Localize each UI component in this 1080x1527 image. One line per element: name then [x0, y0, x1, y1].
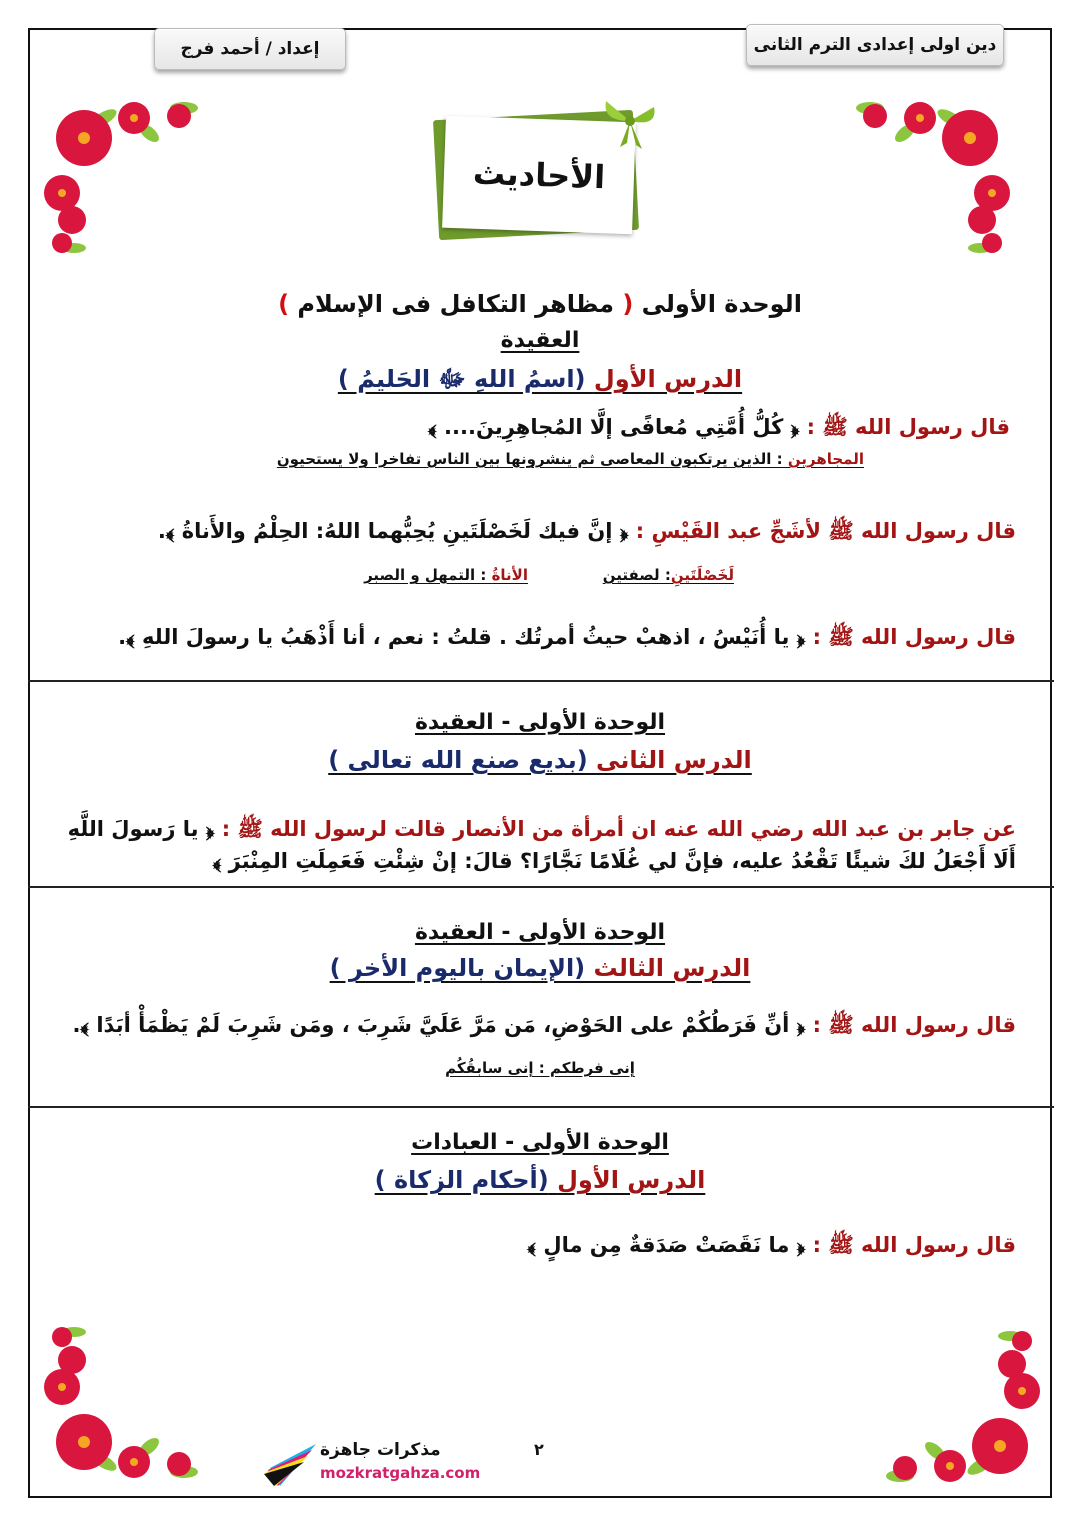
sub-title-row	[28, 920, 1052, 945]
gloss-meaning: : لصفتين	[602, 566, 671, 584]
lesson-heading	[28, 364, 1052, 399]
logo-book-icon	[262, 1442, 318, 1488]
gloss	[603, 566, 734, 584]
hadith-intro: قال رسول الله ﷺ :	[806, 415, 1010, 439]
hadith-text: ﴿ يا أُنَيْسُ ، اذهبْ حيثُ أمرتُك . قلتُ : نعم ، أنا أَذْهَبُ يا رسولَ اللهِ ﴾.	[118, 625, 806, 649]
page-title: الأحاديث	[442, 116, 636, 235]
gloss-meaning: : الذين يرتكبون المعاصى ثم ينشرونها بين الناس تفاخرا ولا يستحيون	[276, 450, 788, 468]
flower-corner-icon	[880, 1326, 1050, 1496]
course-label: دين اولى إعدادى الترم الثانى	[746, 24, 1004, 66]
flower-corner-icon	[850, 88, 1020, 258]
sub-title-row	[28, 710, 1052, 735]
hadith-text: ﴿ أنِّ فَرَطُكُمْ على الحَوْضِ، مَن مَرَّ عَلَيَّ شَرِبَ ، ومَن شَرِبَ لَمْ يَظْمَأْ أبَدًا ﴾.	[72, 1013, 806, 1037]
logo-text-arabic: مذكرات جاهزة	[320, 1440, 441, 1460]
lesson-label: الدرس الثالث	[593, 954, 751, 982]
lesson-label: الدرس الأول	[593, 365, 743, 393]
unit-paren-close: )	[278, 290, 290, 318]
gloss-row	[28, 1058, 1052, 1077]
page-number: ٢	[534, 1440, 544, 1459]
gloss	[364, 566, 528, 584]
hadith-intro: قال رسول الله ﷺ :	[812, 1233, 1016, 1257]
gloss	[277, 450, 864, 468]
lesson-label: الدرس الأول	[557, 1166, 706, 1194]
hadith-text: ﴿ يا رَسولَ اللَّهِ أَلَا أَجْعَلُ لكَ شيئًا تَقْعُدُ عليه، فإنَّ لي غُلَامًا نَجَّارًا؟ قالَ: إنْ شِئْتِ فَعَمِلَتِ المِنْبَرَ ﴾	[67, 817, 1016, 873]
lesson-label: الدرس الثانى	[596, 746, 752, 774]
sub-title-row	[28, 1130, 1052, 1155]
gloss-term: المجاهرين	[787, 450, 864, 468]
hadith-text: ﴿ إنَّ فيك لَخَصْلَتَينِ يُحِبُّهما اللهُ: الحِلْمُ والأَناةُ ﴾.	[157, 519, 629, 543]
lesson-name: (اسمُ اللهِ ﷻ الحَليمُ )	[337, 365, 586, 393]
lesson-heading	[28, 746, 1052, 774]
lesson-name: (أحكام الزكاة )	[374, 1166, 549, 1194]
lesson-name: (الإيمان باليوم الأخر )	[329, 954, 594, 982]
section-divider	[28, 680, 1054, 682]
hadith-intro: عن جابر بن عبد الله رضي الله عنه ان أمرأة من الأنصار قالت لرسول الله ﷺ :	[221, 817, 1016, 841]
section-divider	[28, 886, 1054, 888]
lesson-heading	[28, 954, 1052, 982]
hadith	[158, 518, 1016, 549]
author-label: إعداد / أحمد فرج	[154, 28, 346, 70]
unit-heading	[28, 290, 1052, 318]
hadith-text: ﴿ كُلُّ أُمَّتِي مُعافًى إلَّا المُجاهِرِينَ.... ﴾	[428, 415, 800, 439]
ribbon-bow-icon	[600, 91, 660, 151]
logo-url: mozkratgahza.com	[320, 1464, 481, 1482]
unit-topic: مظاهر التكافل فى الإسلام	[297, 290, 614, 318]
section-divider	[28, 1106, 1054, 1108]
lesson-name: (بديع صنع الله تعالى )	[328, 746, 597, 774]
sub-title: الوحدة الأولى - العقيدة	[414, 710, 666, 735]
unit-title: الوحدة الأولى	[641, 290, 802, 318]
sub-title-row	[28, 328, 1052, 353]
site-logo	[262, 1440, 482, 1490]
hadith	[118, 624, 1016, 655]
hadith-intro: قال رسول الله ﷺ لأشَجِّ عبد القَيْسِ :	[635, 519, 1016, 543]
sub-title: الوحدة الأولى - العقيدة	[414, 920, 666, 945]
gloss-term: لَخَصْلَتَينِ	[670, 566, 734, 584]
hadith	[527, 1232, 1016, 1263]
hadith-intro: قال رسول الله ﷺ :	[812, 1013, 1016, 1037]
gloss-meaning: : التمهل و الصبر	[364, 566, 492, 584]
hadith-text: ﴿ ما نَقَصَتْ صَدَقةٌ مِن مالٍ ﴾	[527, 1233, 806, 1257]
title-card	[430, 105, 640, 245]
hadith	[60, 814, 1016, 877]
hadith	[72, 1012, 1016, 1043]
unit-paren-open: (	[622, 290, 634, 318]
sub-title: الوحدة الأولى - العبادات	[411, 1130, 669, 1155]
flower-corner-icon	[34, 1322, 204, 1492]
gloss-term: إنى فرطكم : إنى سابقُكُم	[445, 1059, 635, 1077]
sub-title: العقيدة	[500, 328, 580, 353]
hadith	[428, 414, 1010, 445]
lesson-heading	[28, 1166, 1052, 1194]
hadith-intro: قال رسول الله ﷺ :	[812, 625, 1016, 649]
gloss-term: الأناةُ	[491, 566, 528, 584]
flower-corner-icon	[34, 88, 204, 258]
